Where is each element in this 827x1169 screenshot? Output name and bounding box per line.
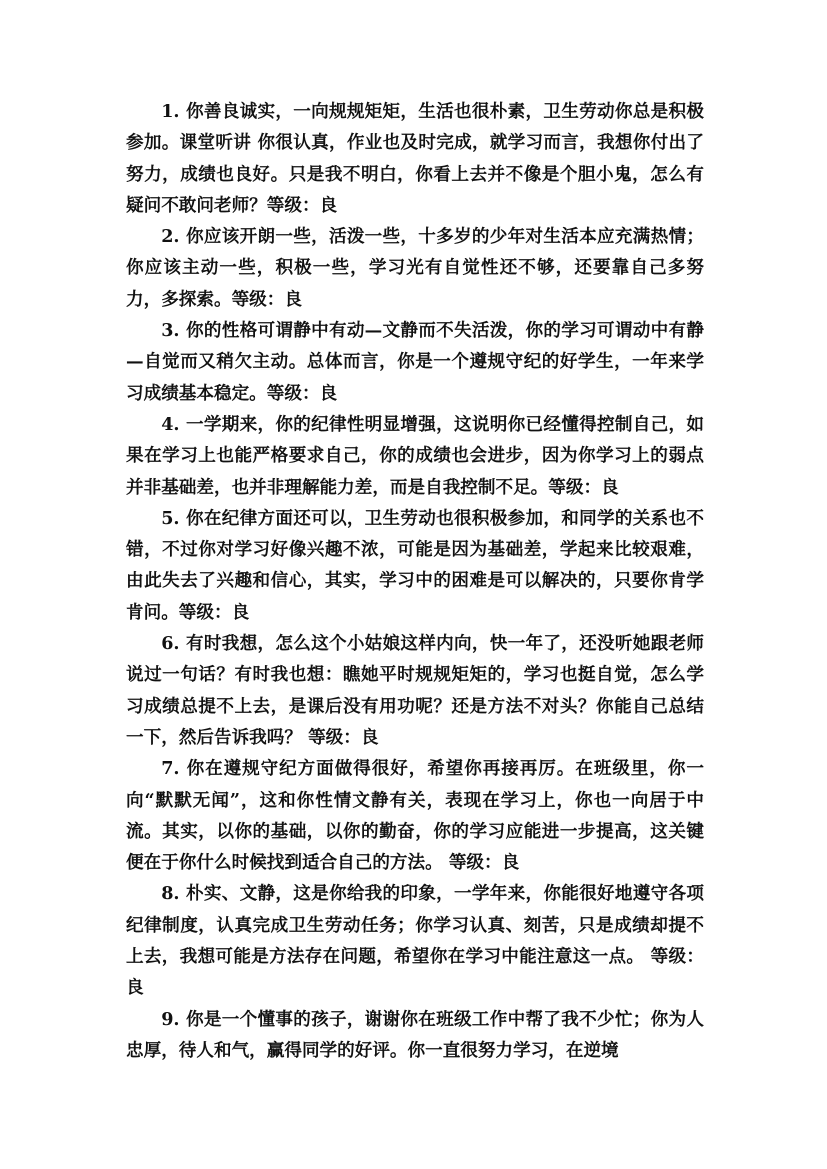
paragraph-text: 你是一个懂事的孩子，谢谢你在班级工作中帮了我不少忙；你为人忠厚，待人和气，赢得同学的好评。你一直很努力学习，在逆境 bbox=[126, 1008, 704, 1061]
paragraph-number: 3. bbox=[161, 320, 180, 342]
document-page bbox=[126, 96, 704, 1066]
paragraph-number: 6. bbox=[161, 633, 180, 655]
paragraph-number: 2. bbox=[161, 226, 180, 248]
paragraph-text: 你的性格可谓静中有动—文静而不失活泼，你的学习可谓动中有静—自觉而又稍欠主动。总体而言，你是一个遵规守纪的好学生，一年来学习成绩基本稳定。等级：良 bbox=[126, 320, 704, 404]
paragraph-text: 你在纪律方面还可以，卫生劳动也很积极参加，和同学的关系也不错，不过你对学习好像兴趣不浓，可能是因为基础差，学起来比较艰难，由此失去了兴趣和信心，其实，学习中的困难是可以解决的，只要你肯学肯问。等级：良 bbox=[126, 507, 704, 623]
paragraph-text: 你在遵规守纪方面做得很好，希望你再接再厉。在班级里，你一向“默默无闻”，这和你性情文静有关，表现在学习上，你也一向居于中流。其实，以你的基础，以你的勤奋，你的学习应能进一步提高，这关键便在于你什么时候找到适合自己的方法。 等级：良 bbox=[126, 758, 704, 874]
paragraph-number: 5. bbox=[161, 507, 180, 529]
comment-paragraph-7 bbox=[126, 753, 704, 878]
comment-paragraph-2 bbox=[126, 221, 704, 315]
paragraph-text: 你善良诚实，一向规规矩矩，生活也很朴素，卫生劳动你总是积极参加。课堂听讲 你很认真，作业也及时完成，就学习而言，我想你付出了努力，成绩也良好。只是我不明白，你看上去并不像是个胆小鬼，怎么有疑问不敢问老师？等级：良 bbox=[126, 101, 704, 216]
paragraph-text: 你应该开朗一些，活泼一些，十多岁的少年对生活本应充满热情；你应该主动一些，积极一些，学习光有自觉性还不够，还要靠自己多努力，多探索。等级：良 bbox=[126, 226, 704, 310]
comment-paragraph-8 bbox=[126, 878, 704, 1003]
comment-paragraph-1 bbox=[126, 96, 704, 221]
comment-paragraph-3 bbox=[126, 315, 704, 409]
paragraph-number: 4. bbox=[161, 413, 180, 435]
paragraph-number: 7. bbox=[161, 758, 180, 780]
comment-paragraph-4 bbox=[126, 409, 704, 503]
paragraph-text: 朴实、文静，这是你给我的印象，一学年来，你能很好地遵守各项纪律制度，认真完成卫生劳动任务；你学习认真、刻苦，只是成绩却提不上去，我想可能是方法存在问题，希望你在学习中能注意这一点。 等级：良 bbox=[126, 883, 704, 999]
comment-paragraph-6 bbox=[126, 628, 704, 753]
paragraph-number: 1. bbox=[161, 101, 180, 122]
paragraph-number: 8. bbox=[161, 883, 180, 905]
paragraph-text: 一学期来，你的纪律性明显增强，这说明你已经懂得控制自己，如果在学习上也能严格要求自己，你的成绩也会进步，因为你学习上的弱点并非基础差，也并非理解能力差，而是自我控制不足。等级：良 bbox=[126, 413, 704, 498]
paragraph-text: 有时我想，怎么这个小姑娘这样内向，快一年了，还没听她跟老师说过一句话？有时我也想：瞧她平时规规矩矩的，学习也挺自觉，怎么学习成绩总提不上去，是课后没有用功呢？还是方法不对头？你能自己总结一下，然后告诉我吗？ 等级：良 bbox=[126, 633, 704, 748]
comment-paragraph-5 bbox=[126, 503, 704, 628]
paragraph-number: 9. bbox=[161, 1008, 180, 1030]
comment-paragraph-9 bbox=[126, 1004, 704, 1067]
